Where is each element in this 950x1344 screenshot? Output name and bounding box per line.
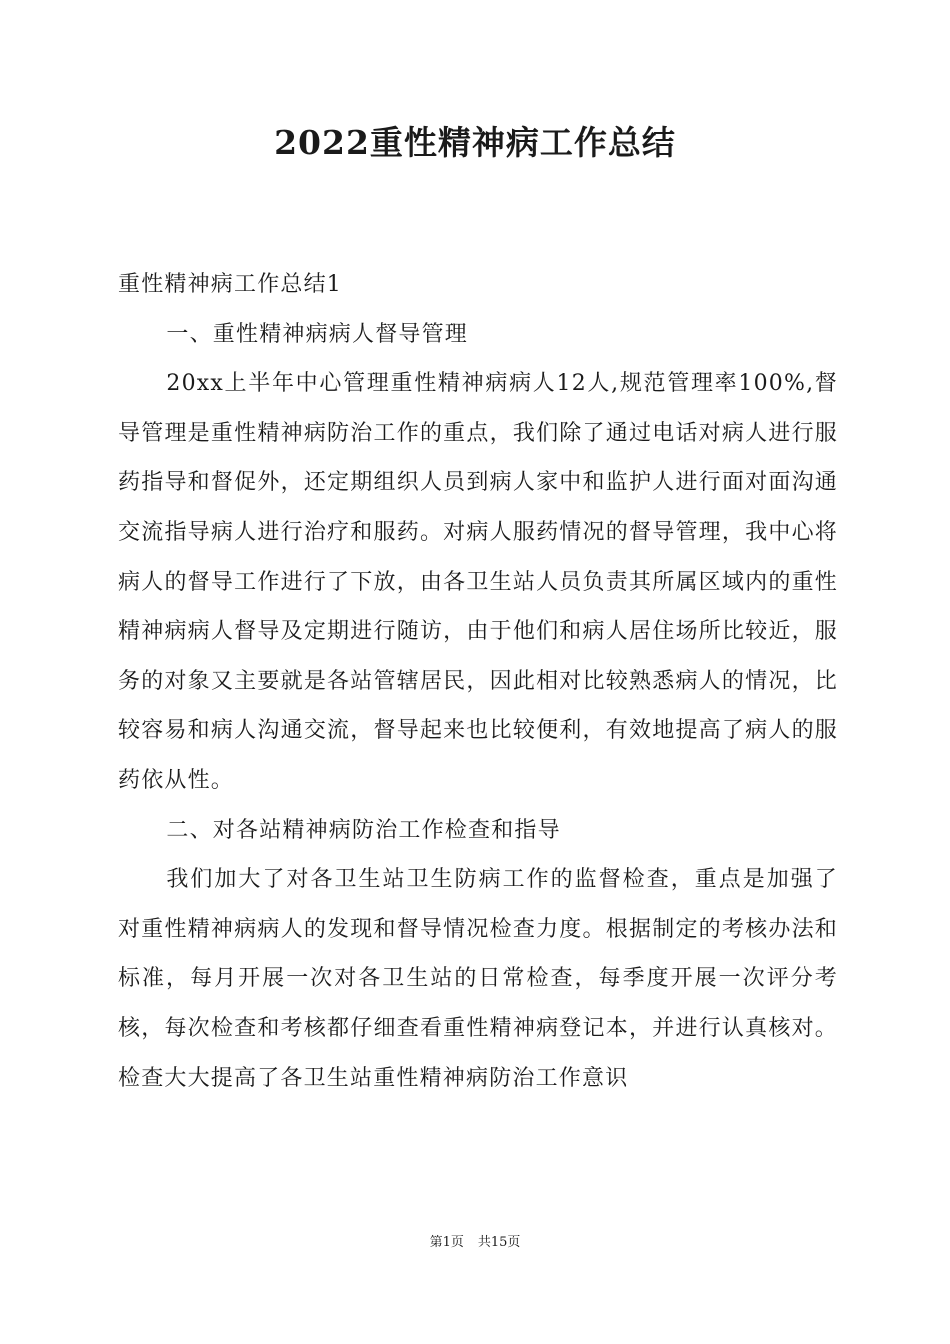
- page-footer: [0, 1233, 950, 1253]
- subsection-heading-2: 二、对各站精神病防治工作检查和指导: [166, 817, 561, 843]
- subsection-heading-1: 一、重性精神病病人督导管理: [166, 321, 468, 347]
- page-number: 第1页: [429, 1235, 464, 1250]
- section-heading: 重性精神病工作总结1: [118, 272, 342, 297]
- page-total: 共15页: [477, 1235, 521, 1250]
- document-title: 2022重性精神病工作总结: [274, 123, 676, 162]
- paragraph-1: 20xx上半年中心管理重性精神病病人12人,规范管理率100%,督导管理是重性精神病防治工作的重点，我们除了通过电话对病人进行服药指导和督促外，还定期组织人员到病人家中和监护人进行面对面沟通交流指导病人进行治疗和服药。对病人服药情况的督导管理，我中心将病人的督导工作进行了下放，由各卫生站人员负责其所属区域内的重性精神病病人督导及定期进行随访，由于他们和病人居住场所比较近，服务的对象又主要就是各站管辖居民，因此相对比较熟悉病人的情况，比较容易和病人沟通交流，督导起来也比较便利，有效地提高了病人的服药依从性。: [118, 371, 838, 793]
- paragraph-2: 我们加大了对各卫生站卫生防病工作的监督检查，重点是加强了对重性精神病病人的发现和督导情况检查力度。根据制定的考核办法和标准，每月开展一次对各卫生站的日常检查，每季度开展一次评分考核，每次检查和考核都仔细查看重性精神病登记本，并进行认真核对。检查大大提高了各卫生站重性精神病防治工作意识: [118, 867, 838, 1091]
- document-body: [118, 260, 838, 1103]
